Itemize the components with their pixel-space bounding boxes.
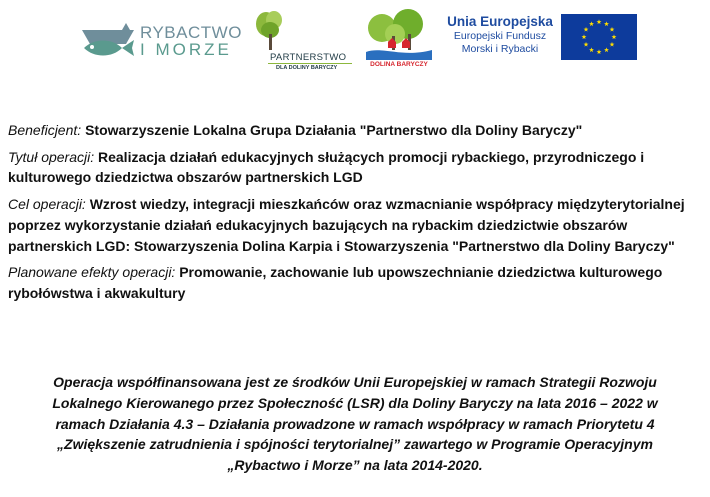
ue-fund-line2: Morski i Rybacki — [461, 42, 539, 55]
rybactwo-wordmark — [140, 24, 242, 58]
ue-fund-line1: Europejski Fundusz — [453, 30, 547, 42]
efekty-label: Planowane efekty operacji: — [8, 264, 176, 281]
tree-icon — [244, 10, 304, 54]
cofinance-line: Lokalnego Kierowanego przez Społeczność (LSR) dla Doliny Baryczy na lata 2016 – 2022 w — [52, 394, 658, 411]
tytul-label: Tytuł operacji: — [8, 148, 95, 165]
eu-flag-icon — [561, 14, 637, 60]
fish-boat-icon — [78, 20, 138, 64]
operation-details — [8, 120, 704, 310]
rybactwo-line1: RYBACTWO — [140, 23, 242, 42]
cel-label: Cel operacji: — [8, 196, 86, 213]
cofinance-line: „Rybactwo i Morze” na lata 2014-2020. — [227, 457, 483, 474]
partnerstwo-name: PARTNERSTWO — [270, 52, 347, 63]
cofinancing-statement — [8, 372, 702, 476]
beneficjent-row — [8, 120, 704, 141]
efekty-value: Promowanie, zachowanie lub upowszechnianie dziedzictwa kulturowego rybołówstwa i akwakultury — [8, 264, 663, 302]
rybactwo-i-morze-logo — [78, 18, 242, 66]
cofinance-line: ramach Działania 4.3 – Działania prowadzone w ramach współpracy w ramach Priorytetu 4 — [55, 415, 655, 432]
cofinance-line: „Zwiększenie zatrudnienia i spójności terytorialnej” zawartego w Programie Operacyjnym — [57, 436, 653, 453]
rybactwo-line2: I MORZE — [140, 40, 232, 59]
cel-row — [8, 194, 704, 256]
ue-title: Unia Europejska — [447, 14, 553, 29]
dolina-baryczy-name: DOLINA BARYCZY — [370, 61, 428, 68]
ue-fund-label — [444, 14, 556, 64]
eu-flag — [561, 14, 637, 60]
cofinance-line: Operacja współfinansowana jest ze środków Unii Europejskiej w ramach Strategii Rozwoju — [53, 374, 657, 390]
logo-strip — [0, 0, 710, 80]
partnerstwo-sub: DLA DOLINY BARYCZY — [276, 65, 338, 71]
beneficjent-label: Beneficjent: — [8, 122, 82, 138]
cel-value: Wzrost wiedzy, integracji mieszkańców oraz wzmacnianie współpracy międzyterytorialnej poprzez wykorzystanie działań edukacyjnych bazujących na rybackim dziedzictwie obszarów partnerskich LGD: Stowarzyszenia Dolina Karpia i Stowarzyszenia "Partnerstwo dla Doliny Baryczy" — [8, 196, 685, 254]
efekty-row — [8, 262, 704, 303]
dolina-baryczy-logo — [362, 8, 436, 72]
partnerstwo-logo — [244, 10, 354, 76]
beneficjent-value: Stowarzyszenie Lokalna Grupa Działania "Partnerstwo dla Doliny Baryczy" — [85, 122, 583, 138]
dolina-trees-icon — [362, 8, 436, 62]
partnerstwo-divider — [268, 63, 352, 64]
tytul-value: Realizacja działań edukacyjnych służących promocji rybackiego, przyrodniczego i kulturowego dziedzictwa obszarów partnerskich LGD — [8, 148, 645, 186]
tytul-row — [8, 147, 704, 188]
